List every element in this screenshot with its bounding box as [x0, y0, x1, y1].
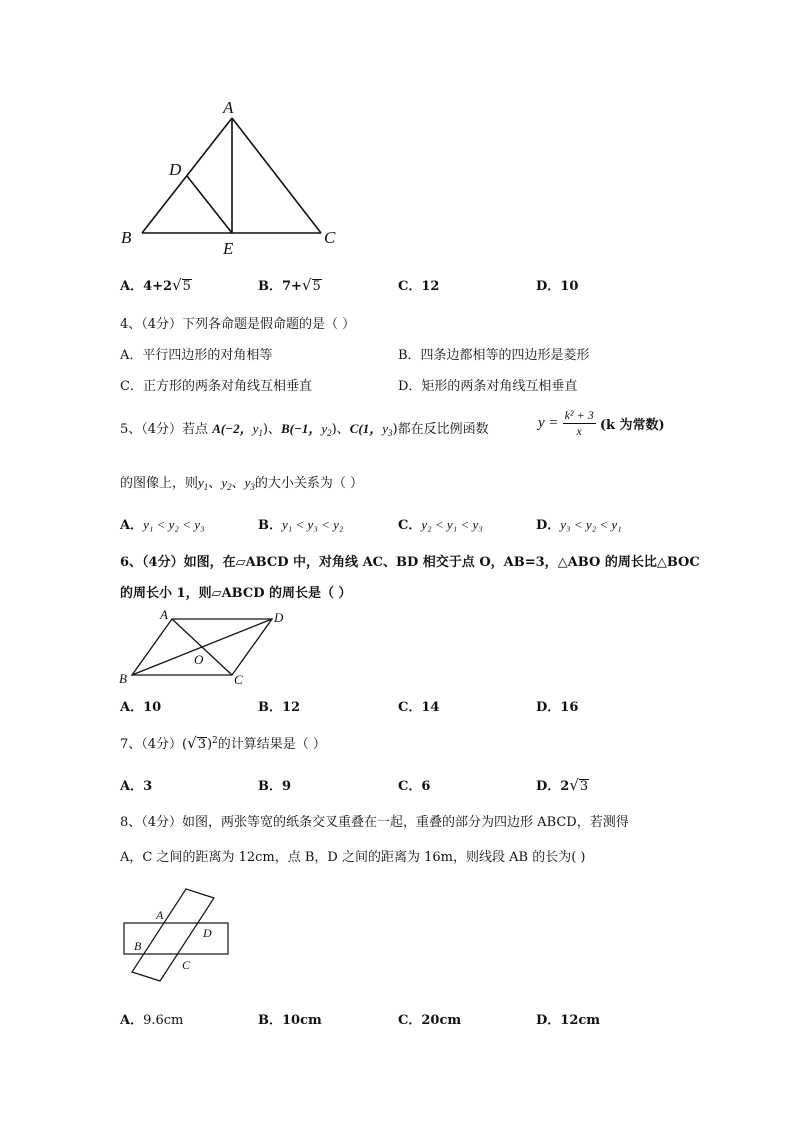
q5-line2-post: 的大小关系为（ ） [254, 476, 364, 491]
label-B: B [134, 939, 142, 953]
paper-strips-figure-q8 [115, 880, 240, 985]
q4-option-a[interactable]: A．平行四边形的对角相等 [120, 348, 273, 363]
label-D: D [203, 926, 212, 940]
q7-option-d[interactable] [536, 775, 589, 794]
func-numerator: k² + 3 [564, 408, 594, 422]
label-B: B [119, 671, 127, 686]
q6-option-a[interactable]: A．10 [120, 700, 162, 715]
point-a: A(−2， [212, 421, 253, 436]
sqrt-symbol: √ [301, 276, 312, 294]
q6-stem-line2: 的周长小 1，则▱ABCD 的周长是（ ） [120, 586, 352, 601]
label-B: B [121, 228, 132, 247]
label-C: C [234, 672, 243, 687]
q5-stem: 5、（4分）若点 A(−2，$y_1$)、B(−1，$y_2$)、C(1，$y_3$)都在反比例函数 [120, 421, 489, 438]
option-label: A． [120, 1013, 144, 1028]
sqrt-symbol: √ [172, 276, 182, 294]
label-C: C [182, 958, 191, 972]
q5-stem-post: (k 为常数) [599, 418, 665, 433]
option-value: 7+ [282, 279, 302, 294]
label-A: A [156, 908, 164, 922]
q8-stem-line2: A，C 之间的距离为 12cm，点 B，D 之间的距离为 16m，则线段 AB 的长为( ) [120, 850, 586, 865]
q7-option-b[interactable]: B．9 [258, 779, 292, 794]
parallelogram-figure-q6 [115, 605, 295, 690]
q8-option-d[interactable]: D．12cm [536, 1013, 601, 1028]
radicand: 5 [182, 279, 191, 294]
q7-stem-pre: 7、（4分） [120, 737, 183, 752]
q5-function [538, 408, 665, 439]
label-A: A [160, 607, 168, 622]
option-label: B． [258, 279, 282, 294]
label-O: O [194, 652, 204, 667]
sqrt-symbol: √ [569, 776, 579, 794]
option-value: 9.6cm [143, 1013, 184, 1028]
q3-option-b[interactable] [258, 275, 322, 294]
q6-option-c[interactable]: C．14 [398, 700, 440, 715]
q4-stem: 4、（4分）下列各命题是假命题的是（ ） [120, 317, 356, 332]
sqrt-symbol: √ [187, 734, 197, 752]
option-value: y₃ < y₂ < y₁ [560, 517, 622, 532]
q5-line2: 的图像上，则$y_1$、$y_2$、$y_3$的大小关系为（ ） [120, 475, 364, 492]
q5-option-b[interactable] [258, 514, 343, 533]
option-value: 4+2 [143, 279, 173, 294]
radicand: 3 [197, 737, 206, 752]
q7-option-a[interactable]: A．3 [120, 779, 153, 794]
radicand: 5 [312, 279, 321, 294]
point-c: C(1， [349, 421, 383, 436]
q5-option-a[interactable] [120, 514, 205, 533]
option-value: y₁ < y₃ < y₂ [282, 517, 344, 532]
q3-option-a[interactable] [120, 275, 192, 294]
func-fraction [563, 408, 596, 439]
q7-option-c[interactable]: C．6 [398, 779, 431, 794]
label-C: C [324, 228, 336, 247]
q8-stem-line1: 8、（4分）如图，两张等宽的纸条交叉重叠在一起，重叠的部分为四边形 ABCD，若测得 [120, 815, 629, 830]
q8-option-a[interactable] [120, 1009, 183, 1028]
exponent: 2 [212, 736, 218, 746]
label-D: D [169, 160, 182, 179]
q3-option-d[interactable]: D．10 [536, 279, 579, 294]
q8-option-c[interactable]: C．20cm [398, 1013, 462, 1028]
option-value: 2 [560, 779, 570, 794]
q8-option-b[interactable]: B．10cm [258, 1013, 322, 1028]
q5-stem-mid: 都在反比例函数 [397, 422, 489, 437]
q6-option-d[interactable]: D．16 [536, 700, 579, 715]
radicand: 3 [579, 779, 589, 794]
q5-option-c[interactable] [398, 514, 483, 533]
option-value: y₂ < y₁ < y₃ [421, 517, 483, 532]
option-label: C． [398, 518, 422, 533]
q7-stem-post: 的计算结果是（ ） [217, 737, 326, 752]
func-y: y = [538, 415, 559, 431]
label-E: E [223, 239, 234, 258]
option-label: D． [536, 518, 561, 533]
q5-option-d[interactable] [536, 514, 622, 533]
q4-option-d[interactable]: D．矩形的两条对角线互相垂直 [398, 379, 578, 394]
label-A: A [223, 98, 234, 117]
label-D: D [274, 610, 284, 625]
q4-option-c[interactable]: C．正方形的两条对角线互相垂直 [120, 379, 312, 394]
q4-option-b[interactable]: B．四条边都相等的四边形是菱形 [398, 348, 590, 363]
q7-stem: 7、（4分）$(√3)^2$的计算结果是（ ） [120, 734, 326, 752]
triangle-figure-q3 [115, 95, 355, 265]
q5-stem-pre: 5、（4分）若点 [120, 422, 209, 437]
option-label: A． [120, 518, 144, 533]
option-label: D． [536, 779, 561, 794]
option-label: B． [258, 518, 282, 533]
q6-stem-line1: 6、（4分）如图，在▱ABCD 中，对角线 AC、BD 相交于点 O，AB=3，△ABO 的周长比△BOC [120, 555, 700, 570]
option-value: y₁ < y₂ < y₃ [143, 517, 205, 532]
q3-option-c[interactable]: C．12 [398, 279, 440, 294]
func-denominator: x [576, 424, 582, 438]
point-b: B(−1， [280, 421, 322, 436]
option-label: A． [120, 279, 144, 294]
q5-line2-pre: 的图像上，则 [120, 476, 199, 491]
q6-option-b[interactable]: B．12 [258, 700, 301, 715]
